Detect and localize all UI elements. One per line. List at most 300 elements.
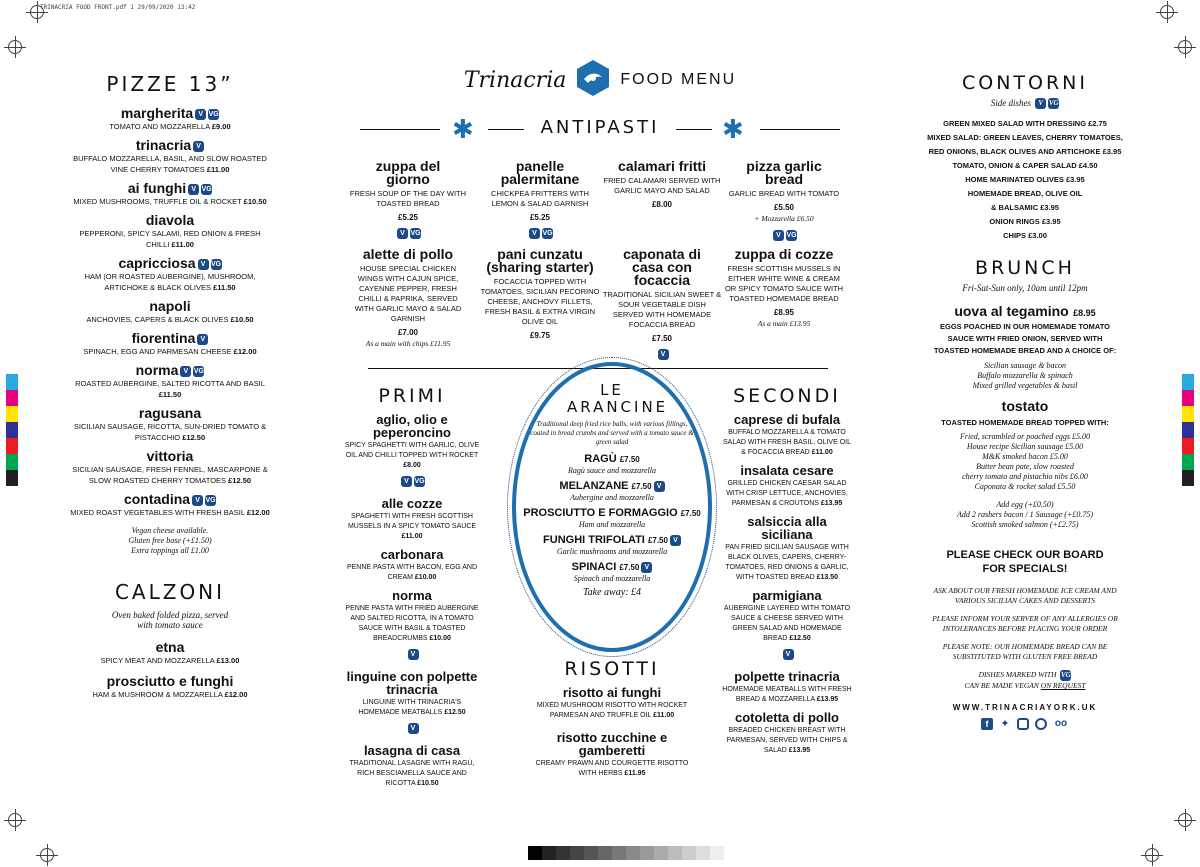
dish-name-text: RAGÙ bbox=[584, 453, 620, 465]
dish-name-text: trinacria bbox=[135, 137, 192, 153]
dish-desc-text: HAM (OR ROASTED AUBERGINE), MUSHROOM, ARTICHOKE & BLACK OLIVES bbox=[84, 272, 256, 292]
dish-price: £11.95 bbox=[624, 770, 646, 777]
dish-price: £10.50 bbox=[417, 780, 439, 787]
contorno-line: ONION RINGS £3.95 bbox=[989, 217, 1061, 227]
facebook-icon[interactable]: f bbox=[981, 718, 993, 730]
dish-price: £10.50 bbox=[243, 197, 267, 206]
dish-desc-text: ROASTED AUBERGINE, SALTED RICOTTA AND BASIL bbox=[75, 379, 265, 388]
social-icons bbox=[925, 718, 1125, 730]
dish-desc-text: SPICY SPAGHETTI WITH GARLIC, OLIVE OIL AND CHILLI TOPPED WITH ROCKET bbox=[344, 442, 480, 459]
contorno-line: HOMEMADE BREAD, OLIVE OIL bbox=[967, 189, 1083, 199]
dish-name: uova al tegamino bbox=[954, 303, 1069, 320]
vegetarian-icon: V bbox=[670, 535, 681, 546]
risotti-list bbox=[522, 686, 702, 779]
dish-name bbox=[60, 299, 280, 314]
vegetarian-icon: V bbox=[773, 230, 784, 241]
pizze-column bbox=[60, 72, 280, 708]
dish-price: £10.00 bbox=[414, 574, 437, 581]
primi-item bbox=[342, 548, 482, 583]
antipasto-item bbox=[470, 248, 610, 340]
dish-price: £12.50 bbox=[182, 433, 206, 442]
dish-name bbox=[520, 534, 704, 547]
arancina-item bbox=[520, 507, 704, 530]
dish-desc bbox=[60, 314, 280, 325]
dish-name: aglio, olio e peperoncino bbox=[372, 412, 451, 440]
dish-name bbox=[60, 138, 280, 153]
pizze-note: Gluten free base (+£1.50) bbox=[128, 536, 212, 545]
dish-desc bbox=[342, 563, 482, 583]
vegan-icon: VG bbox=[414, 478, 425, 486]
arancine-list bbox=[520, 453, 704, 584]
dish-desc-text: AUBERGINE LAYERED WITH TOMATO SAUCE & CHEESE SERVED WITH GREEN SALAD AND HOMEMADE BREAD bbox=[723, 605, 851, 642]
primi-item bbox=[342, 413, 482, 491]
website-link[interactable]: WWW.TRINACRIAYORK.UK bbox=[952, 703, 1098, 713]
dish-desc-text: CREAMY PRAWN AND COURGETTE RISOTTO WITH HERBS bbox=[535, 760, 689, 777]
registration-mark bbox=[8, 813, 22, 827]
dish-desc: TOASTED HOMEMADE BREAD TOPPED WITH: bbox=[941, 418, 1109, 428]
dish-desc-text: SICILIAN SAUSAGE, FRESH FENNEL, MASCARPONE & SLOW ROASTED CHERRY TOMATOES bbox=[72, 465, 268, 485]
contorno-line: & BALSAMIC £3.95 bbox=[991, 203, 1059, 213]
dish-name: calamari fritti bbox=[618, 158, 706, 174]
contorni-subtitle bbox=[925, 98, 1125, 109]
pizze-note: Vegan cheese available. bbox=[131, 526, 209, 535]
vegetarian-icon: V bbox=[401, 476, 412, 487]
vegan-icon: VG bbox=[205, 496, 216, 504]
dish-desc bbox=[60, 378, 280, 400]
dish-price: £12.00 bbox=[233, 347, 257, 356]
dish-desc-text: HAM & MUSHROOM & MOZZARELLA bbox=[92, 690, 225, 699]
dish-desc bbox=[722, 726, 852, 756]
dish-name bbox=[60, 492, 280, 507]
vegetarian-icon: V bbox=[397, 228, 408, 239]
diet-badges bbox=[342, 720, 482, 738]
dish-name: caprese di bufala bbox=[733, 412, 841, 427]
vegetarian-icon: V bbox=[641, 562, 652, 573]
contorno-line: MIXED SALAD: GREEN LEAVES, CHERRY TOMATOES, bbox=[927, 133, 1123, 143]
contorni-title: CONTORNI bbox=[961, 72, 1088, 94]
dish-desc bbox=[722, 479, 852, 509]
pizze-list bbox=[60, 106, 280, 518]
dish-name: panelle palermitane bbox=[500, 158, 580, 187]
contorni-list bbox=[925, 117, 1125, 243]
vegetarian-icon: V bbox=[197, 334, 208, 345]
dish-price: £12.00 bbox=[246, 508, 270, 517]
dish-desc-text: BUFFALO MOZZARELLA & TOMATO SALAD WITH FRESH BASIL, OLIVE OIL & FOCACCIA BREAD bbox=[723, 429, 851, 456]
dish-extra: + Mozzarella £6.50 bbox=[754, 214, 814, 223]
dish-name: risotto ai funghi bbox=[562, 685, 662, 700]
instagram-icon[interactable] bbox=[1017, 718, 1029, 730]
dish-name bbox=[520, 453, 704, 466]
dish-name: polpette trinacria bbox=[734, 669, 840, 684]
dish-desc bbox=[522, 759, 702, 779]
secondo-item bbox=[722, 711, 852, 756]
secondo-item bbox=[722, 670, 852, 705]
whatsapp-icon[interactable] bbox=[1035, 718, 1047, 730]
dish-desc bbox=[722, 543, 852, 583]
vegetarian-icon: V bbox=[198, 259, 209, 270]
primi-list bbox=[342, 413, 482, 789]
dish-name-text: fiorentina bbox=[131, 330, 196, 346]
notice-line: CAN BE MADE VEGAN bbox=[964, 681, 1039, 691]
secondi-list bbox=[722, 413, 852, 756]
dish-desc: Ragù sauce and mozzarella bbox=[568, 466, 656, 475]
brunch-extra: Add 2 rashers bacon / 1 Sausage (+£0.75) bbox=[956, 510, 1094, 520]
vegetarian-icon: V bbox=[192, 495, 203, 506]
dish-name bbox=[60, 331, 280, 346]
notice-line: PLEASE NOTE: OUR HOMEMADE BREAD CAN BE SUBSTITUTED WITH GLUTEN FREE BREAD bbox=[942, 642, 1108, 662]
dish-desc: Garlic mushrooms and mozzarella bbox=[556, 547, 668, 556]
dish-desc bbox=[722, 428, 852, 458]
dish-name-text: SPINACI bbox=[571, 561, 620, 573]
uova-options bbox=[925, 361, 1125, 391]
dish-price: £13.50 bbox=[816, 574, 839, 581]
dish-extra: As a main £13.95 bbox=[757, 319, 811, 328]
dish-desc bbox=[60, 507, 280, 518]
dish-name-text: PROSCIUTTO E FORMAGGIO bbox=[523, 507, 681, 519]
primi-item bbox=[342, 589, 482, 664]
dish-price: £7.50 bbox=[680, 509, 701, 518]
brunch-option: Caponata & rocket salad £5.50 bbox=[974, 482, 1076, 492]
dish-name bbox=[60, 449, 280, 464]
arancine-takeaway: Take away: £4 bbox=[583, 587, 641, 598]
dish-desc-text: PEPPERONI, SPICY SALAMI, RED ONION & FRESH CHILLI bbox=[79, 229, 261, 249]
secondi-title: SECONDI bbox=[733, 385, 841, 407]
dish-desc bbox=[60, 153, 280, 175]
dish-name-text: margherita bbox=[120, 105, 194, 121]
dish-desc-text: TRADITIONAL LASAGNE WITH RAGÙ, RICH BESCIAMELLA SAUCE AND RICOTTA bbox=[349, 760, 475, 787]
pizza-item bbox=[60, 492, 280, 518]
dish-price: £12.50 bbox=[228, 476, 252, 485]
dish-price: £13.00 bbox=[216, 656, 240, 665]
calzone-item bbox=[60, 640, 280, 666]
dish-price: £8.00 bbox=[403, 462, 421, 469]
tostato-item bbox=[925, 399, 1125, 492]
pizza-item bbox=[60, 138, 280, 175]
dish-desc: Aubergine and mozzarella bbox=[570, 493, 654, 502]
antipasto-item bbox=[592, 248, 732, 364]
trinacria-logo-icon bbox=[576, 59, 610, 102]
diet-badges bbox=[470, 225, 610, 243]
dish-price: £8.95 bbox=[1073, 308, 1096, 319]
diet-badges bbox=[722, 646, 852, 664]
dish-price: £8.95 bbox=[773, 308, 795, 317]
dish-name-text: MELANZANE bbox=[559, 480, 632, 492]
snowflake-icon: ✱ bbox=[452, 114, 474, 144]
dish-desc-text: ANCHOVIES, CAPERS & BLACK OLIVES bbox=[86, 315, 231, 324]
pizza-item bbox=[60, 406, 280, 443]
pizze-title: PIZZE 13” bbox=[106, 72, 234, 96]
tripadvisor-icon[interactable]: oo bbox=[1054, 718, 1068, 730]
registration-mark bbox=[1178, 40, 1192, 54]
calzoni-title: CALZONI bbox=[114, 580, 226, 604]
dish-desc: HOUSE SPECIAL CHICKEN WINGS WITH CAJUN SPICE, CAYENNE PEPPER, FRESH CHILLI & PAPRIKA, SERVED WITH GARLIC MAYO & SALAD GARNISH bbox=[354, 264, 462, 323]
vegetarian-icon: V bbox=[654, 481, 665, 492]
pizza-item bbox=[60, 256, 280, 293]
registration-mark bbox=[1145, 848, 1159, 862]
calzoni-list bbox=[60, 640, 280, 700]
dish-desc: Ham and mozzarella bbox=[578, 520, 646, 529]
antipasti-title: ANTIPASTI bbox=[540, 117, 660, 138]
vegan-icon: VG bbox=[542, 230, 553, 238]
dish-desc: FRESH SCOTTISH MUSSELS IN EITHER WHITE WINE & CREAM OR SPICY TOMATO SAUCE WITH TOASTED HOMEMADE BREAD bbox=[724, 264, 844, 303]
dish-desc-text: MIXED ROAST VEGETABLES WITH FRESH BASIL bbox=[70, 508, 247, 517]
vegan-notice bbox=[925, 670, 1125, 691]
dish-price: £9.75 bbox=[529, 331, 551, 340]
dish-name: tostato bbox=[1001, 398, 1049, 415]
pizza-item bbox=[60, 299, 280, 325]
notice-line: ASK ABOUT OUR FRESH HOMEMADE ICE CREAM AND VARIOUS SICILIAN CAKES AND DESSERTS bbox=[933, 586, 1117, 606]
menu-title: FOOD MENU bbox=[620, 71, 737, 88]
dish-desc-text: SPAGHETTI WITH FRESH SCOTTISH MUSSELS IN A SPICY TOMATO SAUCE bbox=[347, 513, 477, 530]
vegan-icon: VG bbox=[201, 185, 212, 193]
dish-name: lasagna di casa bbox=[363, 743, 461, 758]
brunch-option: Mixed grilled vegetables & basil bbox=[972, 381, 1078, 391]
arancina-item bbox=[520, 453, 704, 476]
pizza-item bbox=[60, 449, 280, 486]
tostato-options bbox=[925, 432, 1125, 492]
divider bbox=[360, 129, 440, 130]
dish-desc-text: SPICY MEAT AND MOZZARELLA bbox=[100, 656, 217, 665]
primi-item bbox=[342, 497, 482, 542]
dish-name-text: diavola bbox=[145, 212, 195, 228]
pizze-note: Extra toppings all £1.00 bbox=[131, 546, 209, 555]
specials-board: PLEASE CHECK OUR BOARD FOR SPECIALS! bbox=[946, 549, 1104, 576]
dish-name bbox=[520, 561, 704, 574]
brunch-extra: Scottish smoked salmon (+£2.75) bbox=[971, 520, 1079, 530]
dish-price: £11.50 bbox=[213, 283, 236, 292]
dish-name-text: capricciosa bbox=[118, 255, 196, 271]
arancine-panel bbox=[520, 382, 704, 598]
dish-price: £7.50 bbox=[619, 563, 640, 572]
dish-desc-text: BREADED CHICKEN BREAST WITH PARMESAN, SERVED WITH CHIPS & SALAD bbox=[726, 727, 848, 754]
dish-desc bbox=[60, 196, 280, 207]
pizza-item bbox=[60, 331, 280, 357]
brunch-option: cherry tomato and pistachio nibs £6.00 bbox=[962, 472, 1088, 482]
vegetarian-icon: V bbox=[188, 184, 199, 195]
dish-desc bbox=[60, 421, 280, 443]
brunch-option: House recipe Sicilian sausage £5.00 bbox=[966, 442, 1084, 452]
notice-line: DISHES MARKED WITH bbox=[978, 670, 1057, 680]
dish-desc bbox=[60, 655, 280, 666]
dish-desc: Spinach and mozzarella bbox=[573, 574, 651, 583]
divider bbox=[676, 129, 712, 130]
contorno-line: CHIPS £3.00 bbox=[1003, 231, 1047, 241]
dish-desc bbox=[522, 701, 702, 721]
registration-mark bbox=[8, 40, 22, 54]
dish-desc: CHICKPEA FRITTERS WITH LEMON & SALAD GARNISH bbox=[491, 189, 589, 208]
dish-desc-text: HOMEMADE MEATBALLS WITH FRESH BREAD & MOZZARELLA bbox=[722, 686, 852, 703]
primi-column bbox=[342, 385, 482, 795]
dish-desc bbox=[342, 759, 482, 789]
dish-price: £7.50 bbox=[631, 482, 652, 491]
dish-desc bbox=[60, 346, 280, 357]
gray-scale-bar bbox=[528, 846, 724, 860]
risotti-column bbox=[522, 658, 702, 789]
secondi-column bbox=[722, 385, 852, 762]
dish-desc bbox=[60, 228, 280, 250]
dish-price: £12.00 bbox=[224, 690, 248, 699]
dish-desc bbox=[722, 604, 852, 644]
vegan-icon: VG bbox=[410, 230, 421, 238]
dish-desc bbox=[60, 271, 280, 293]
secondo-item bbox=[722, 464, 852, 509]
dish-desc bbox=[722, 685, 852, 705]
dish-name: carbonara bbox=[380, 547, 444, 562]
dish-name bbox=[520, 507, 704, 520]
dish-desc: EGGS POACHED IN OUR HOMEMADE TOMATO SAUCE WITH FRIED ONION, SERVED WITH TOASTED HOMEMADE BREAD AND A CHOICE OF: bbox=[933, 322, 1117, 356]
dish-price: £11.50 bbox=[158, 390, 182, 399]
dish-name-text: vittoria bbox=[146, 448, 194, 464]
primi-title: PRIMI bbox=[378, 385, 446, 407]
dish-price: £5.25 bbox=[529, 213, 551, 222]
dish-desc bbox=[60, 464, 280, 486]
dish-desc: FOCACCIA TOPPED WITH TOMATOES, SICILIAN PECORINO CHEESE, ANCHOVY FILLETS, FRESH BASIL & EXTRA VIRGIN OLIVE OIL bbox=[480, 277, 600, 326]
pizza-item bbox=[60, 363, 280, 400]
dish-desc bbox=[60, 689, 280, 700]
antipasti-header bbox=[360, 115, 840, 145]
brunch-extras bbox=[925, 500, 1125, 530]
contorno-line: GREEN MIXED SALAD WITH DRESSING £2.75 bbox=[943, 119, 1107, 129]
arancina-item bbox=[520, 534, 704, 557]
arancine-intro: Traditional deep fried rice balls, with various fillings, coated in bread crumbs and served with a tomato sauce & green salad bbox=[530, 420, 694, 446]
brand-header bbox=[450, 58, 750, 102]
arancina-item bbox=[520, 480, 704, 503]
uova-item bbox=[925, 303, 1125, 391]
dish-desc bbox=[342, 512, 482, 542]
contorno-line: HOME MARINATED OLIVES £3.95 bbox=[965, 175, 1085, 185]
dish-price: £11.00 bbox=[401, 533, 423, 540]
vegetarian-icon: V bbox=[529, 228, 540, 239]
dish-price: £11.00 bbox=[653, 712, 675, 719]
dish-name bbox=[60, 406, 280, 421]
brunch-subtitle: Fri-Sat-Sun only, 10am until 12pm bbox=[962, 283, 1088, 294]
brunch-option: Buffalo mozzarella & spinach bbox=[977, 371, 1073, 381]
dish-price: £13.95 bbox=[816, 696, 839, 703]
dish-name: caponata di casa con focaccia bbox=[623, 246, 701, 288]
dish-name: cotoletta di pollo bbox=[735, 710, 839, 725]
brunch-extra: Add egg (+£0.50) bbox=[996, 500, 1054, 510]
dish-name bbox=[60, 256, 280, 271]
dish-desc bbox=[60, 121, 280, 132]
dish-price: £9.00 bbox=[211, 122, 231, 131]
antipasto-item bbox=[714, 248, 854, 329]
contorni-subtitle-text: Side dishes bbox=[990, 98, 1031, 108]
dish-desc-text: PENNE PASTA WITH BACON, EGG AND CREAM bbox=[346, 564, 478, 581]
twitter-icon[interactable]: ✦ bbox=[1000, 718, 1010, 731]
dish-name-text: FUNGHI TRIFOLATI bbox=[543, 534, 648, 546]
dish-desc-text: MIXED MUSHROOMS, TRUFFLE OIL & ROCKET bbox=[73, 197, 244, 206]
vegan-icon: VG bbox=[208, 110, 219, 118]
brunch-option: Butter bean pate, slow roasted bbox=[976, 462, 1074, 472]
primi-item bbox=[342, 744, 482, 789]
brunch-option: Sicilian sausage & bacon bbox=[984, 361, 1066, 371]
dish-desc: GARLIC BREAD WITH TOMATO bbox=[728, 189, 840, 198]
dish-name-text: norma bbox=[135, 362, 179, 378]
dish-name: zuppa del giorno bbox=[375, 158, 441, 187]
secondo-item bbox=[722, 413, 852, 458]
brunch-option: M&K smoked bacon £5.00 bbox=[982, 452, 1068, 462]
risotto-item bbox=[522, 731, 702, 779]
calzoni-subtitle: Oven baked folded pizza, served with tomato sauce bbox=[111, 610, 229, 630]
dish-name: alette di pollo bbox=[362, 246, 454, 262]
dish-price: £5.50 bbox=[773, 203, 795, 212]
print-header: TRINACRIA FOOD FRONT.pdf 1 29/09/2020 13:42 bbox=[40, 4, 196, 11]
dish-price: £12.50 bbox=[789, 635, 811, 642]
risotto-item bbox=[522, 686, 702, 721]
dish-desc: TRADITIONAL SICILIAN SWEET & SOUR VEGETABLE DISH SERVED WITH HOMEMADE FOCACCIA BREAD bbox=[602, 290, 722, 329]
pizza-item bbox=[60, 181, 280, 207]
notice-line: PLEASE INFORM YOUR SERVER OF ANY ALLERGIES OR INTOLERANCES BEFORE PLACING YOUR ORDER bbox=[932, 614, 1118, 634]
vegan-icon: VG bbox=[1061, 671, 1071, 680]
diet-badges bbox=[338, 225, 478, 243]
dish-price: £8.00 bbox=[651, 200, 673, 209]
divider bbox=[760, 129, 840, 130]
antipasto-item bbox=[470, 160, 610, 243]
dish-desc-text: PENNE PASTA WITH FRIED AUBERGINE AND SALTED RICOTTA, IN A TOMATO SAUCE WITH BASIL & TOASTED BREADCRUMBS bbox=[345, 605, 479, 642]
vegetarian-icon: V bbox=[408, 649, 419, 660]
dish-extra: As a main with chips £11.95 bbox=[365, 339, 451, 348]
dish-name: pizza garlic bread bbox=[746, 158, 822, 187]
dish-name bbox=[60, 106, 280, 121]
dish-price: £13.95 bbox=[788, 747, 811, 754]
dish-price: £11.00 bbox=[206, 165, 230, 174]
dish-name-text: napoli bbox=[149, 298, 191, 314]
dish-desc: FRIED CALAMARI SERVED WITH GARLIC MAYO AND SALAD bbox=[603, 176, 721, 195]
dish-price: £13.95 bbox=[820, 500, 843, 507]
dish-name: etna bbox=[155, 639, 185, 655]
dish-price: £11.00 bbox=[171, 240, 194, 249]
secondo-item bbox=[722, 515, 852, 583]
registration-mark bbox=[1178, 813, 1192, 827]
pizza-item bbox=[60, 106, 280, 132]
dish-desc: FRESH SOUP OF THE DAY WITH TOASTED BREAD bbox=[349, 189, 467, 208]
dish-price: £12.50 bbox=[444, 709, 466, 716]
dish-name-text: ragusana bbox=[138, 405, 202, 421]
vegetarian-icon: V bbox=[180, 366, 191, 377]
vegan-icon: VG bbox=[786, 232, 797, 240]
brunch-title: BRUNCH bbox=[975, 257, 1075, 280]
dish-name: norma bbox=[392, 588, 432, 603]
pizza-item bbox=[60, 213, 280, 250]
dish-name bbox=[60, 213, 280, 228]
divider bbox=[488, 129, 524, 130]
dish-name-text: contadina bbox=[123, 491, 191, 507]
dish-desc-text: TOMATO AND MOZZARELLA bbox=[109, 122, 212, 131]
dish-desc-text: SPINACH, EGG AND PARMESAN CHEESE bbox=[83, 347, 234, 356]
brunch-option: Fried, scrambled or poached eggs £5.00 bbox=[960, 432, 1090, 442]
dish-desc-text: LINGUINE WITH TRINACRIA'S HOMEMADE MEATBALLS bbox=[358, 699, 462, 716]
dish-name: pani cunzatu (sharing starter) bbox=[486, 246, 594, 275]
dish-name bbox=[520, 480, 704, 493]
dish-price: £7.00 bbox=[397, 328, 419, 337]
arancine-title: LE ARANCINE bbox=[567, 381, 669, 416]
snowflake-icon: ✱ bbox=[722, 114, 744, 144]
vegetarian-icon: V bbox=[658, 349, 669, 360]
vegetarian-icon: V bbox=[195, 109, 206, 120]
dish-name: insalata cesare bbox=[740, 463, 834, 478]
vegan-icon: VG bbox=[210, 260, 222, 268]
vegetarian-icon: V bbox=[1035, 98, 1046, 109]
dish-name: linguine con polpette trinacria bbox=[346, 669, 478, 697]
notice-line: ON REQUEST bbox=[1040, 681, 1086, 691]
antipasto-item bbox=[338, 248, 478, 349]
dish-name: alle cozze bbox=[381, 496, 443, 511]
antipasto-item bbox=[592, 160, 732, 209]
pizze-notes bbox=[60, 526, 280, 556]
antipasto-item bbox=[714, 160, 854, 245]
dish-desc-text: SICILIAN SAUSAGE, RICOTTA, SUN-DRIED TOMATO & PISTACCHIO bbox=[73, 422, 267, 442]
dish-price: £7.50 bbox=[619, 455, 640, 464]
